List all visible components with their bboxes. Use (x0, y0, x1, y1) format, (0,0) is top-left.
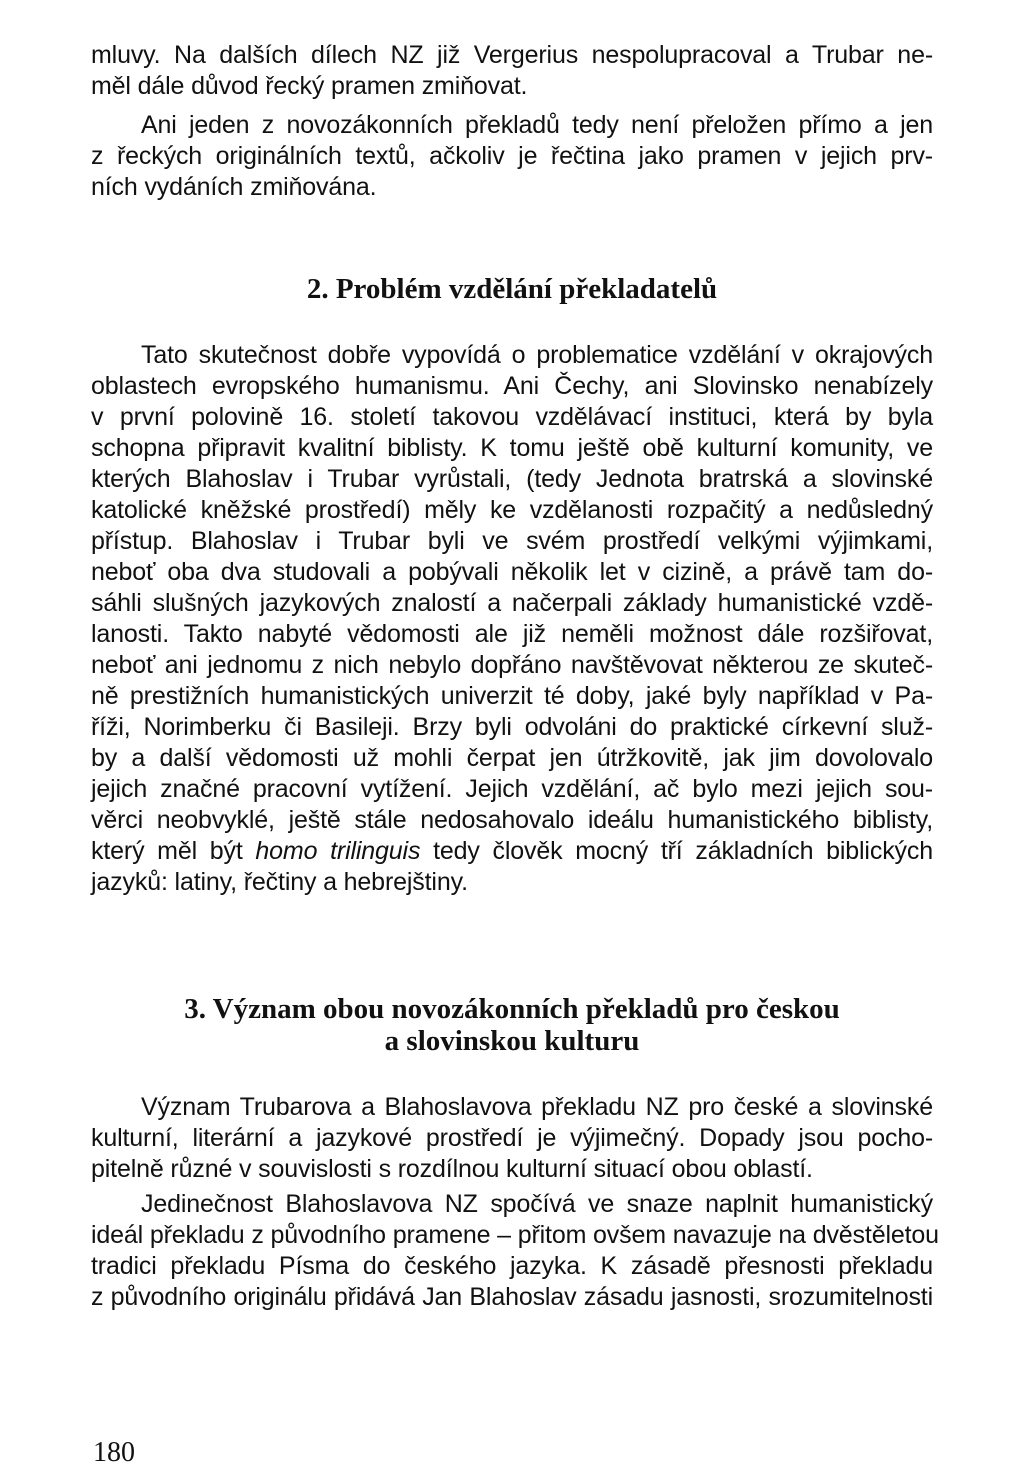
text-line: ních vydáních zmiňována. (91, 173, 377, 201)
text-line: mluvy. Na dalších dílech NZ již Vergerius nespolupracoval a Trubar ne- (91, 41, 933, 69)
text-line: přístup. Blahoslav i Trubar byli ve svém prostředí velkými výjimkami, (91, 527, 933, 555)
text-line: neboť ani jednomu z nich nebylo dopřáno navštěvovat některou ze skuteč- (91, 651, 933, 679)
text-line: kterých Blahoslav i Trubar vyrůstali, (tedy Jednota bratrská a slovinské (91, 465, 933, 493)
section-2-paragraph (91, 340, 933, 898)
text-line: měl dále důvod řecký pramen zmiňovat. (91, 72, 528, 100)
text-line: Význam Trubarova a Blahoslavova překladu NZ pro české a slovinské (141, 1093, 933, 1121)
section-heading (91, 993, 933, 1057)
intro-paragraph (91, 40, 933, 102)
emphasis-latin-term: homo trilinguis (255, 837, 421, 865)
text-line: z řeckých originálních textů, ačkoliv je řečtina jako pramen v jejich prv- (91, 142, 933, 170)
text-line: věrci neobvyklé, ještě stále nedosahovalo ideálu humanistického biblisty, (91, 806, 933, 834)
text-line: z původního originálu přidává Jan Blahoslav zásadu jasnosti, srozumitelnosti (91, 1283, 933, 1311)
text-line: katolické kněžské prostředí) měly ke vzdělanosti rozpačitý a nedůsledný (91, 496, 933, 524)
section-3-paragraph-1 (91, 1092, 933, 1185)
text-line: kulturní, literární a jazykové prostředí je výjimečný. Dopady jsou pocho- (91, 1124, 933, 1152)
text-line: jazyků: latiny, řečtiny a hebrejštiny. (91, 868, 468, 896)
text-line: schopna připravit kvalitní biblisty. K tomu ještě obě kulturní komunity, ve (91, 434, 933, 462)
text-fragment: který měl být (91, 837, 256, 865)
intro-paragraph-2 (91, 110, 933, 203)
section-heading-line: a slovinskou kulturu (384, 1025, 640, 1057)
text-line: Tato skutečnost dobře vypovídá o problematice vzdělání v okrajových (141, 341, 933, 369)
text-line: Ani jeden z novozákonních překladů tedy není přeložen přímo a jen (141, 111, 933, 139)
text-line: ideál překladu z původního pramene – přitom ovšem navazuje na dvěstěletou (91, 1221, 939, 1249)
section-3-paragraph-2 (91, 1189, 939, 1313)
text-line: tradici překladu Písma do českého jazyka. K zásadě přesnosti překladu (91, 1252, 933, 1280)
text-line: neboť oba dva studovali a pobývali několik let v cizině, a právě tam do- (91, 558, 933, 586)
text-line: jejich značné pracovní vytížení. Jejich vzdělání, ač bylo mezi jejich sou- (91, 775, 933, 803)
text-line: pitelně různé v souvislosti s rozdílnou kulturní situací obou oblastí. (91, 1155, 813, 1183)
text-line: ně prestižních humanistických univerzit té doby, jaké byly například v Pa- (91, 682, 933, 710)
text-line: oblastech evropského humanismu. Ani Čechy, ani Slovinsko nenabízely (91, 372, 933, 400)
text-line: říži, Norimberku či Basileji. Brzy byli odvoláni do praktické církevní služ- (91, 713, 933, 741)
text-line: sáhli slušných jazykových znalostí a načerpali základy humanistické vzdě- (91, 589, 933, 617)
text-line: Jedinečnost Blahoslavova NZ spočívá ve snaze naplnit humanistický (141, 1190, 933, 1218)
text-fragment: tedy člověk mocný tří základních biblických (420, 837, 933, 865)
page-number: 180 (93, 1437, 135, 1468)
section-heading-line: 3. Význam obou novozákonních překladů pro českou (184, 993, 840, 1025)
section-heading (91, 273, 933, 305)
text-line-with-emphasis (91, 836, 933, 867)
text-line: by a další vědomosti už mohli čerpat jen útržkovitě, jak jim dovolovalo (91, 744, 933, 772)
section-heading-line: 2. Problém vzdělání překladatelů (306, 273, 718, 305)
text-line: lanosti. Takto nabyté vědomosti ale již neměli možnost dále rozšiřovat, (91, 620, 933, 648)
text-line: v první polovině 16. století takovou vzdělávací instituci, která by byla (91, 403, 933, 431)
